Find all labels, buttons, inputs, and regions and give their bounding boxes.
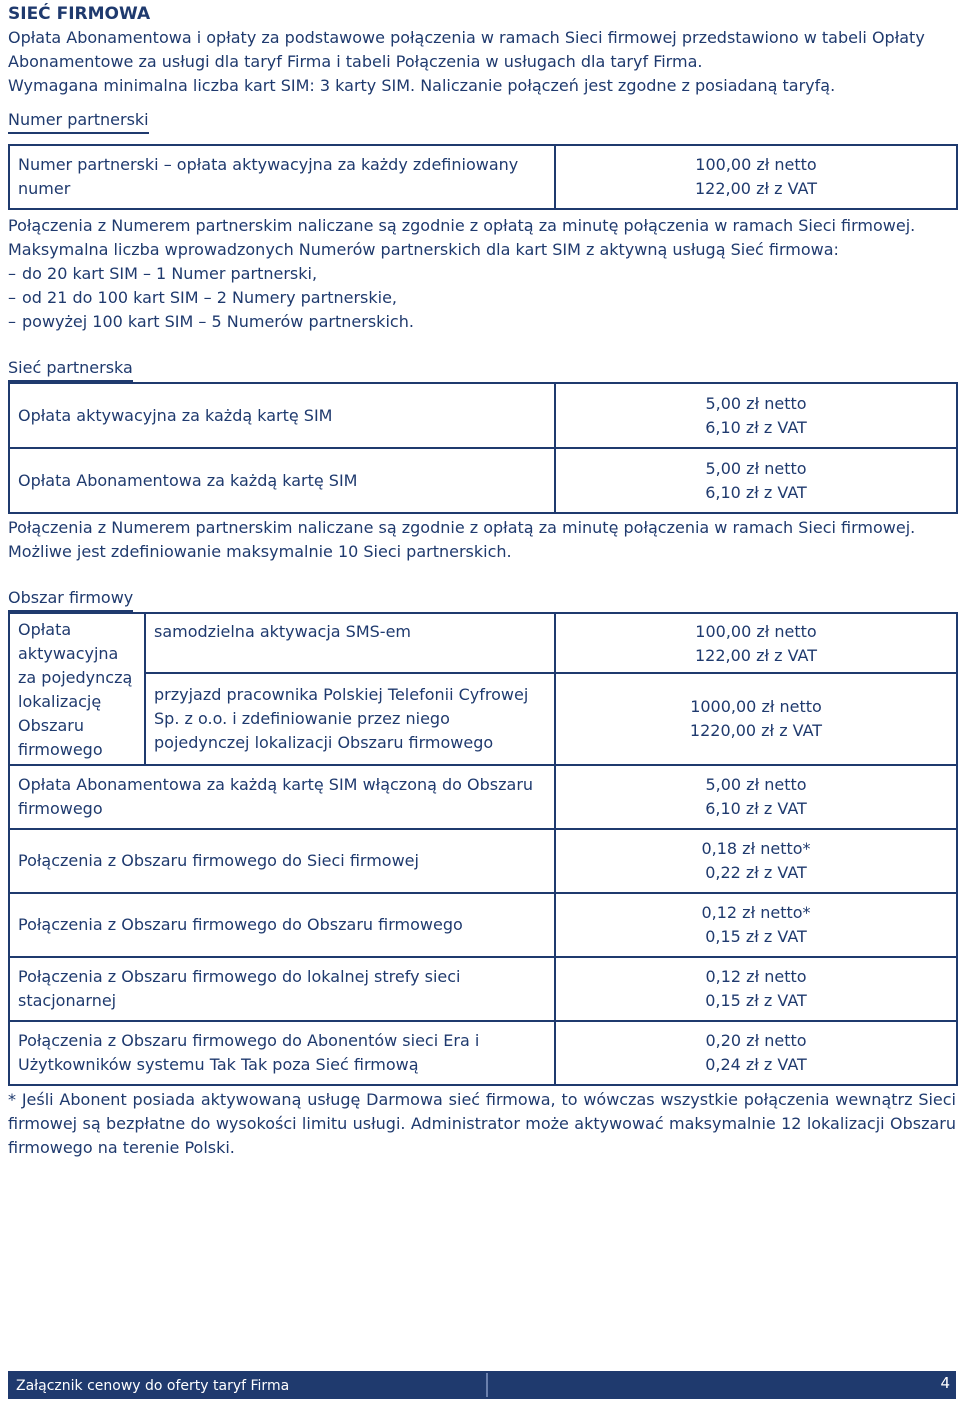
siec-partnerska-limit: Możliwe jest zdefiniowanie maksymalnie 10 Sieci partnerskich. bbox=[8, 542, 512, 561]
price-gross: 0,22 zł z VAT bbox=[705, 863, 807, 882]
table-row bbox=[9, 1021, 957, 1085]
fee-price bbox=[555, 673, 957, 765]
table-row bbox=[9, 673, 957, 765]
numer-partnerski-table bbox=[8, 144, 958, 210]
fee-price bbox=[555, 613, 957, 673]
fee-price bbox=[555, 893, 957, 957]
footnote: * Jeśli Abonent posiada aktywowaną usługę Darmowa sieć firmowa, to wówczas wszystkie połączenia wewnątrz Sieci firmowej są bezpłatne do wysokości limitu usługi. Administrator może aktywować maksymalnie 12 lokalizacji Obszaru firmowego na terenie Polski. bbox=[8, 1090, 956, 1157]
section-title-siec-partnerska: Sieć partnerska bbox=[8, 356, 133, 382]
price-gross: 6,10 zł z VAT bbox=[705, 417, 807, 437]
fee-price bbox=[555, 765, 957, 829]
list-item: – powyżej 100 kart SIM – 5 Numerów partnerskich. bbox=[8, 310, 956, 334]
sim-requirement-text: Wymagana minimalna liczba kart SIM: 3 karty SIM. Naliczanie połączeń jest zgodne z posiadaną taryfą. bbox=[8, 76, 836, 95]
obszar-firmowy-table bbox=[8, 612, 958, 1086]
price-gross: 0,15 zł z VAT bbox=[705, 991, 807, 1010]
numer-partnerski-note: Połączenia z Numerem partnerskim naliczane są zgodnie z opłatą za minutę połączenia w ramach Sieci firmowej. bbox=[8, 216, 916, 235]
price-net: 100,00 zł netto bbox=[695, 155, 817, 174]
price-net: 0,12 zł netto* bbox=[701, 903, 811, 922]
section-title-obszar-firmowy: Obszar firmowy bbox=[8, 586, 133, 612]
activation-label: Opłata aktywacyjna za pojedynczą lokalizację Obszaru firmowego bbox=[9, 613, 145, 765]
fee-label: Połączenia z Obszaru firmowego do Abonentów sieci Era i Użytkowników systemu Tak Tak poza Sieć firmową bbox=[9, 1021, 555, 1085]
fee-label: Połączenia z Obszaru firmowego do Obszaru firmowego bbox=[9, 893, 555, 957]
price-gross: 0,15 zł z VAT bbox=[705, 927, 807, 946]
table-row bbox=[9, 765, 957, 829]
price-net: 0,12 zł netto bbox=[705, 967, 807, 986]
section-title-numer-partnerski: Numer partnerski bbox=[8, 108, 149, 134]
fee-label: Opłata aktywacyjna za każdą kartę SIM bbox=[9, 383, 555, 448]
fee-label: samodzielna aktywacja SMS-em bbox=[145, 613, 555, 673]
fee-price bbox=[555, 1021, 957, 1085]
price-net: 1000,00 zł netto bbox=[690, 697, 822, 716]
price-net: 100,00 zł netto bbox=[695, 622, 817, 641]
price-net: 0,18 zł netto* bbox=[701, 839, 811, 858]
page-title: SIEĆ FIRMOWA bbox=[8, 4, 151, 24]
table-row bbox=[9, 383, 957, 448]
fee-label: przyjazd pracownika Polskiej Telefonii Cyfrowej Sp. z o.o. i zdefiniowanie przez niego pojedynczej lokalizacji Obszaru firmowego bbox=[145, 673, 555, 765]
siec-partnerska-table bbox=[8, 382, 958, 514]
list-item: – od 21 do 100 kart SIM – 2 Numery partnerskie, bbox=[8, 286, 956, 310]
page-content bbox=[8, 2, 956, 1160]
table-row bbox=[9, 145, 957, 209]
page-number: 4 bbox=[940, 1374, 950, 1392]
intro-text: Opłata Abonamentowa i opłaty za podstawowe połączenia w ramach Sieci firmowej przedstawiono w tabeli Opłaty Abonamentowe za usługi dla taryf Firma i tabeli Połączenia w usługach dla taryf Firma. bbox=[8, 28, 925, 71]
table-row bbox=[9, 448, 957, 513]
fee-price bbox=[555, 448, 957, 513]
footer-label: Załącznik cenowy do oferty taryf Firma bbox=[16, 1378, 290, 1394]
footer-divider bbox=[486, 1373, 488, 1397]
fee-label: Numer partnerski – opłata aktywacyjna za każdy zdefiniowany numer bbox=[9, 145, 555, 209]
fee-label: Połączenia z Obszaru firmowego do lokalnej strefy sieci stacjonarnej bbox=[9, 957, 555, 1021]
price-gross: 0,24 zł z VAT bbox=[705, 1055, 807, 1074]
fee-price bbox=[555, 145, 957, 209]
fee-label: Opłata Abonamentowa za każdą kartę SIM bbox=[9, 448, 555, 513]
price-gross: 6,10 zł z VAT bbox=[705, 799, 807, 818]
fee-label: Opłata Abonamentowa za każdą kartę SIM włączoną do Obszaru firmowego bbox=[9, 765, 555, 829]
siec-partnerska-note: Połączenia z Numerem partnerskim naliczane są zgodnie z opłatą za minutę połączenia w ramach Sieci firmowej. bbox=[8, 518, 916, 537]
table-row bbox=[9, 957, 957, 1021]
fee-price bbox=[555, 957, 957, 1021]
table-row bbox=[9, 829, 957, 893]
price-gross: 122,00 zł z VAT bbox=[695, 179, 817, 198]
price-gross: 6,10 zł z VAT bbox=[705, 482, 807, 502]
price-net: 5,00 zł netto bbox=[705, 458, 807, 478]
price-net: 5,00 zł netto bbox=[705, 393, 807, 413]
table-row bbox=[9, 613, 957, 673]
fee-price bbox=[555, 383, 957, 448]
page-footer bbox=[8, 1371, 956, 1399]
price-net: 0,20 zł netto bbox=[705, 1031, 807, 1050]
fee-price bbox=[555, 829, 957, 893]
price-gross: 122,00 zł z VAT bbox=[695, 646, 817, 665]
table-row bbox=[9, 893, 957, 957]
list-item: – do 20 kart SIM – 1 Numer partnerski, bbox=[8, 262, 956, 286]
numer-partnerski-max-intro: Maksymalna liczba wprowadzonych Numerów partnerskich dla kart SIM z aktywną usługą Sieć firmowa: bbox=[8, 240, 839, 259]
price-gross: 1220,00 zł z VAT bbox=[689, 721, 823, 740]
price-net: 5,00 zł netto bbox=[705, 775, 807, 794]
fee-label: Połączenia z Obszaru firmowego do Sieci firmowej bbox=[9, 829, 555, 893]
